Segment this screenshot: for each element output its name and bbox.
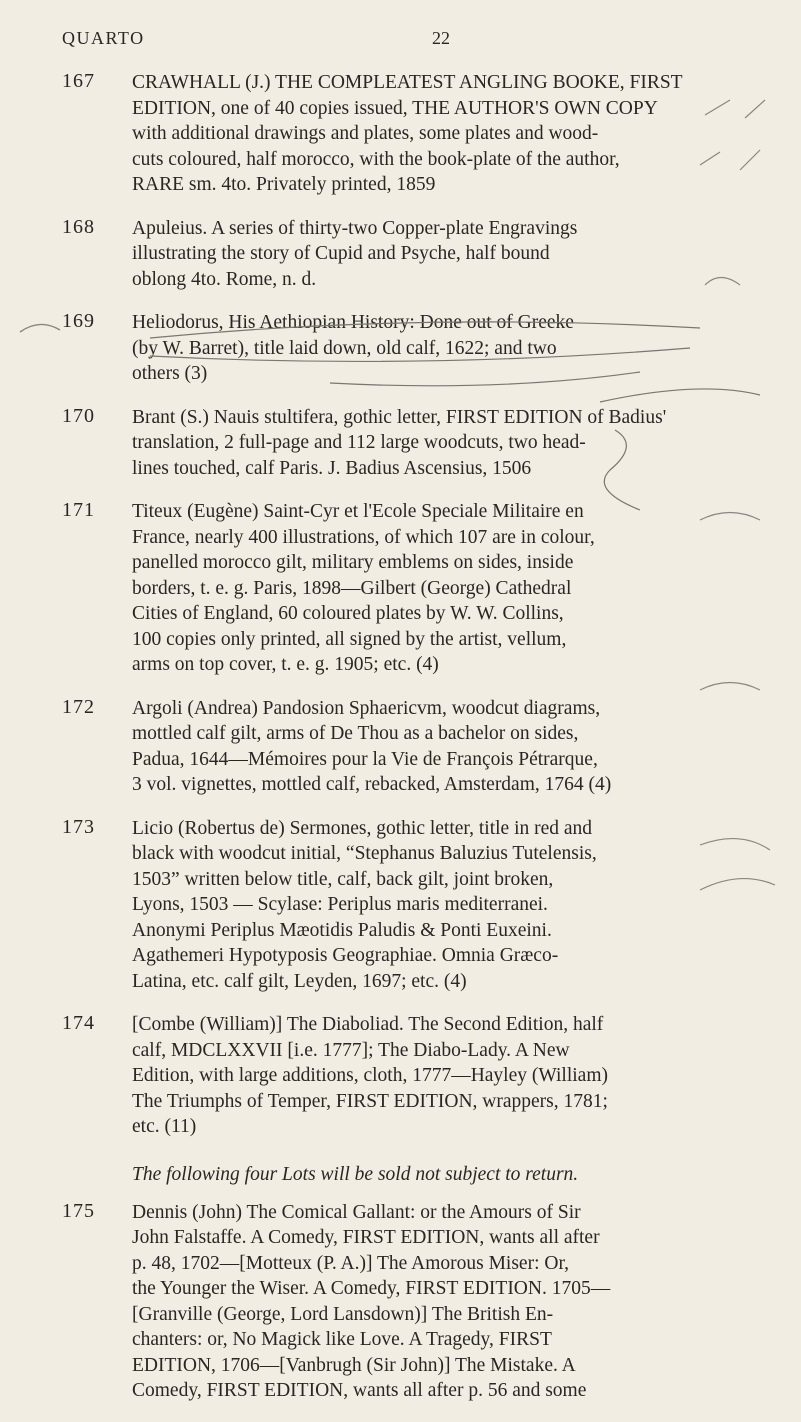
lot-description — [132, 405, 777, 482]
page-number: 22 — [432, 28, 450, 48]
description-line: EDITION, one of 40 copies issued, THE AUTHOR'S OWN COPY — [132, 97, 658, 119]
description-line: Apuleius. A series of thirty-two Copper-plate Engravings — [132, 217, 578, 239]
description-line: Agathemeri Hypotyposis Geographiae. Omnia Græco- — [132, 945, 559, 966]
description-line: Dennis (John) The Comical Gallant: or the Amours of Sir — [132, 1201, 581, 1223]
description-line: others (3) — [132, 363, 208, 384]
lot-number: 167 — [62, 70, 95, 92]
description-line: Cities of England, 60 coloured plates by W. W. Collins, — [132, 603, 564, 624]
lot-description — [132, 696, 777, 798]
lot-description — [132, 1012, 777, 1140]
description-line: Titeux (Eugène) Saint-Cyr et l'Ecole Speciale Militaire en — [132, 501, 584, 522]
description-line: 1503” written below title, calf, back gilt, joint broken, — [132, 868, 554, 890]
description-line: p. 48, 1702—[Motteux (P. A.)] The Amorous Miser: Or, — [132, 1252, 570, 1274]
description-line: CRAWHALL (J.) THE COMPLEATEST ANGLING BOOKE, FIRST — [132, 72, 683, 93]
description-line: Anonymi Periplus Mæotidis Paludis & Ponti Euxeini. — [132, 919, 552, 941]
lot-number: 172 — [62, 695, 95, 718]
sale-notice: The following four Lots will be sold not subject to return. — [132, 1163, 579, 1185]
description-line: The Triumphs of Temper, FIRST EDITION, wrappers, 1781; — [132, 1090, 608, 1112]
lot-description — [132, 216, 777, 293]
description-line: [Granville (George, Lord Lansdown)] The British En- — [132, 1303, 554, 1325]
section-title: QUARTO — [62, 28, 145, 48]
description-line: Lyons, 1503 — Scylase: Periplus maris mediterranei. — [132, 894, 548, 915]
description-line: EDITION, 1706—[Vanbrugh (Sir John)] The Mistake. A — [132, 1354, 576, 1376]
description-line: lines touched, calf Paris. J. Badius Ascensius, 1506 — [132, 457, 532, 479]
lot-number: 168 — [62, 215, 95, 238]
lot-description — [132, 310, 777, 387]
lot-entry — [62, 696, 777, 798]
description-line: borders, t. e. g. Paris, 1898—Gilbert (George) Cathedral — [132, 577, 572, 599]
lot-description — [132, 816, 777, 995]
description-line: RARE sm. 4to. Privately printed, 1859 — [132, 174, 436, 195]
lot-description — [132, 499, 777, 678]
description-line: arms on top cover, t. e. g. 1905; etc. (4) — [132, 654, 439, 675]
description-line: Licio (Robertus de) Sermones, gothic letter, title in red and — [132, 817, 593, 839]
lot-list — [62, 70, 777, 1422]
description-line: etc. (11) — [132, 1116, 197, 1137]
lot-number: 169 — [62, 310, 95, 332]
description-line: illustrating the story of Cupid and Psyche, half bound — [132, 243, 550, 264]
lot-number: 175 — [62, 1199, 95, 1222]
description-line: Padua, 1644—Mémoires pour la Vie de François Pétrarque, — [132, 748, 598, 770]
description-line: [Combe (William)] The Diaboliad. The Second Edition, half — [132, 1014, 604, 1035]
description-line: chanters: or, No Magick like Love. A Tragedy, FIRST — [132, 1329, 552, 1350]
description-line: 3 vol. vignettes, mottled calf, rebacked, Amsterdam, 1764 (4) — [132, 774, 612, 795]
lot-entry — [62, 310, 777, 387]
description-line: mottled calf gilt, arms of De Thou as a bachelor on sides, — [132, 723, 579, 744]
description-line: Brant (S.) Nauis stultifera, gothic letter, FIRST EDITION of Badius' — [132, 406, 667, 428]
description-line: Edition, with large additions, cloth, 1777—Hayley (William) — [132, 1065, 608, 1086]
description-line: calf, MDCLXXVII [i.e. 1777]; The Diabo-Lady. A New — [132, 1039, 570, 1061]
lot-number: 174 — [62, 1012, 95, 1034]
description-line: translation, 2 full-page and 112 large woodcuts, two head- — [132, 432, 586, 453]
lot-entry — [62, 1012, 777, 1140]
description-line: cuts coloured, half morocco, with the book-plate of the author, — [132, 148, 620, 170]
description-line: oblong 4to. Rome, n. d. — [132, 268, 317, 290]
lot-number: 171 — [62, 499, 95, 521]
lot-entry — [62, 1200, 777, 1404]
description-line: Comedy, FIRST EDITION, wants all after p. 56 and some — [132, 1380, 587, 1401]
description-line: the Younger the Wiser. A Comedy, FIRST EDITION. 1705— — [132, 1278, 611, 1299]
lot-entry — [62, 405, 777, 482]
description-line: with additional drawings and plates, some plates and wood- — [132, 123, 599, 144]
description-line: France, nearly 400 illustrations, of which 107 are in colour, — [132, 526, 595, 548]
lot-number: 170 — [62, 404, 95, 427]
description-line: black with woodcut initial, “Stephanus Baluzius Tutelensis, — [132, 843, 597, 864]
description-line: Heliodorus, His Aethiopian History: Done out of Greeke — [132, 312, 574, 333]
description-line: 100 copies only printed, all signed by the artist, vellum, — [132, 628, 567, 650]
page-header — [62, 28, 761, 52]
lot-entry — [62, 816, 777, 995]
lot-entry — [62, 216, 777, 293]
description-line: (by W. Barret), title laid down, old calf, 1622; and two — [132, 337, 557, 359]
lot-entry — [62, 499, 777, 678]
lot-entry — [62, 70, 777, 198]
lot-description — [132, 1200, 777, 1404]
description-line: Latina, etc. calf gilt, Leyden, 1697; etc. (4) — [132, 970, 467, 992]
description-line: John Falstaffe. A Comedy, FIRST EDITION, wants all after — [132, 1227, 600, 1248]
lot-number: 173 — [62, 815, 95, 838]
description-line: Argoli (Andrea) Pandosion Sphaericvm, woodcut diagrams, — [132, 697, 601, 719]
lot-description — [132, 70, 777, 198]
description-line: panelled morocco gilt, military emblems on sides, inside — [132, 552, 574, 573]
